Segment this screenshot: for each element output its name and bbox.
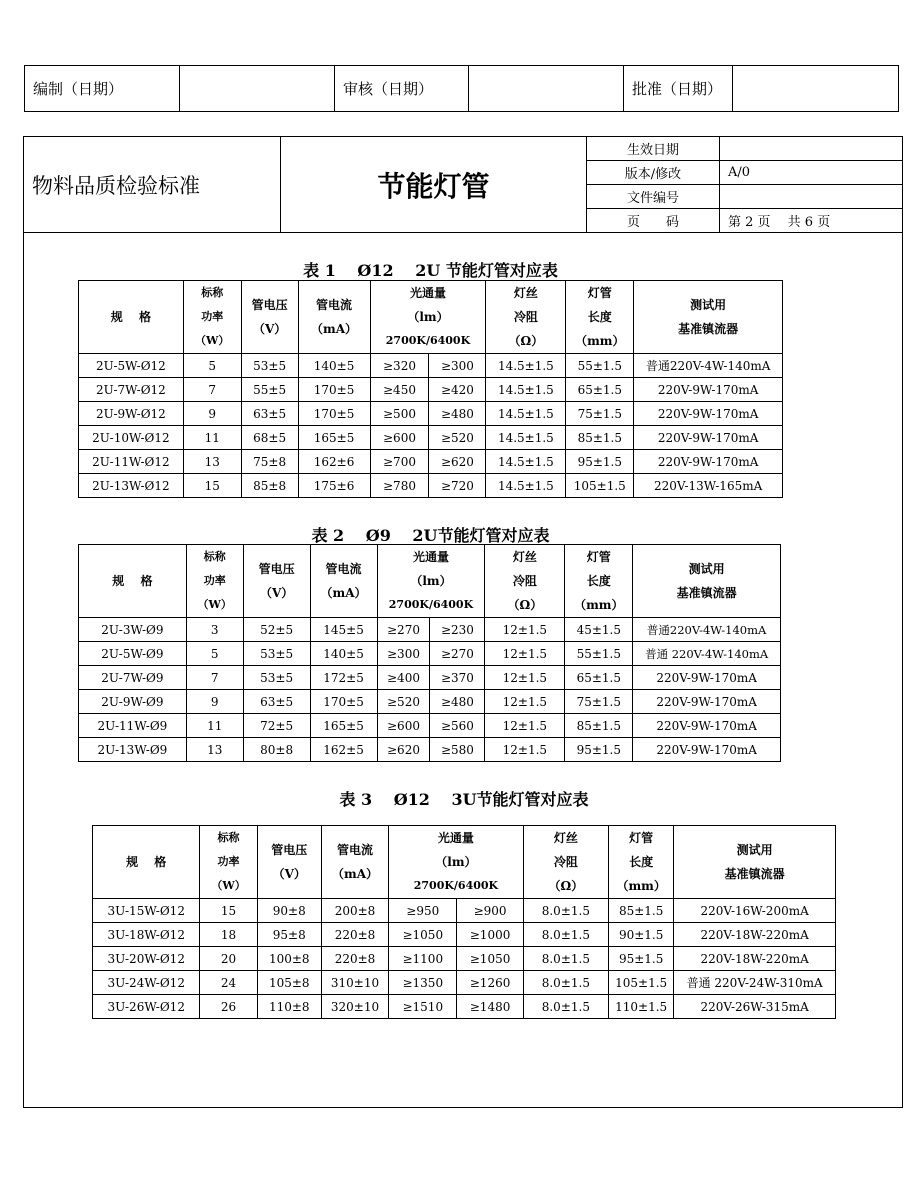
table-cell: 105±1.5 xyxy=(566,474,634,498)
table-cell: 220V-9W-170mA xyxy=(634,402,783,426)
column-header-current-line: 管电流 xyxy=(325,562,362,576)
table-cell: 2U-5W-Ø12 xyxy=(79,354,184,378)
table-cell: 2U-7W-Ø9 xyxy=(79,666,187,690)
table-cell: ≥1100 xyxy=(389,947,457,971)
table-cell: 普通220V-4W-140mA xyxy=(633,618,781,642)
spec-table-2 xyxy=(78,544,781,762)
column-header-spec: 规 格 xyxy=(79,281,184,354)
column-header-length-line: （mm） xyxy=(616,879,666,893)
table-cell: ≥520 xyxy=(377,690,430,714)
table-cell: 13 xyxy=(183,450,241,474)
column-header-current-line: （mA） xyxy=(311,322,358,336)
table-cell: 90±1.5 xyxy=(609,923,674,947)
meta-value-version[interactable]: A/0 xyxy=(720,160,903,184)
table-row xyxy=(93,947,836,971)
table-cell: 15 xyxy=(200,899,257,923)
table-cell: ≥1350 xyxy=(389,971,457,995)
column-header-voltage xyxy=(243,545,310,618)
approval-table xyxy=(24,65,899,112)
table-cell: 2U-13W-Ø9 xyxy=(79,738,187,762)
column-header-current xyxy=(298,281,370,354)
column-header-length xyxy=(609,826,674,899)
table-cell: 13 xyxy=(186,738,243,762)
table-cell: 75±1.5 xyxy=(566,402,634,426)
table-row xyxy=(79,378,783,402)
compile-label: 编制（日期） xyxy=(25,66,180,112)
table-cell: ≥480 xyxy=(429,402,486,426)
column-header-ballast-line: 测试用 xyxy=(688,562,725,576)
table-cell: 65±1.5 xyxy=(565,666,633,690)
table-row xyxy=(79,642,781,666)
table-cell: 80±8 xyxy=(243,738,310,762)
table-cell: 220V-9W-170mA xyxy=(633,666,781,690)
column-header-flux-line: 光通量 xyxy=(437,831,474,845)
table-cell: ≥420 xyxy=(429,378,486,402)
table-cell: 220V-18W-220mA xyxy=(674,923,836,947)
table-1-caption: 表 1 Ø12 2U 节能灯管对应表 xyxy=(303,261,558,280)
table-cell: 170±5 xyxy=(298,378,370,402)
table-cell: ≥1510 xyxy=(389,995,457,1019)
column-header-ballast xyxy=(674,826,836,899)
meta-label: 页 码 xyxy=(587,208,720,232)
table-cell: 140±5 xyxy=(298,354,370,378)
table-cell: ≥720 xyxy=(429,474,486,498)
meta-label: 版本/修改 xyxy=(587,160,720,184)
table-row xyxy=(93,995,836,1019)
column-header-power-line: 标称 xyxy=(217,831,240,844)
table-row xyxy=(79,450,783,474)
table-cell: ≥1000 xyxy=(457,923,523,947)
table-cell: 320±10 xyxy=(321,995,388,1019)
table-row xyxy=(79,666,781,690)
column-header-current xyxy=(310,545,377,618)
column-header-length-line: 长度 xyxy=(629,855,654,869)
table-cell: 200±8 xyxy=(321,899,388,923)
table-cell: 95±8 xyxy=(257,923,321,947)
column-header-resist-line: （Ω） xyxy=(548,879,584,893)
column-header-flux-line: 光通量 xyxy=(409,286,446,300)
column-header-flux xyxy=(370,281,486,354)
table-cell: 12±1.5 xyxy=(485,618,565,642)
table-cell: 5 xyxy=(183,354,241,378)
table-cell: ≥300 xyxy=(429,354,486,378)
table-cell: 52±5 xyxy=(243,618,310,642)
table-cell: 3U-24W-Ø12 xyxy=(93,971,200,995)
column-header-power-line: （W） xyxy=(197,598,232,611)
table-row xyxy=(93,899,836,923)
table-cell: 220V-9W-170mA xyxy=(634,450,783,474)
table-cell: ≥580 xyxy=(430,738,485,762)
column-header-ballast-line: 测试用 xyxy=(736,843,773,857)
column-header-voltage-line: 管电压 xyxy=(258,562,295,576)
column-header-length-line: 长度 xyxy=(587,310,612,324)
table-cell: 55±1.5 xyxy=(565,642,633,666)
column-header-flux xyxy=(389,826,524,899)
table-cell: 11 xyxy=(183,426,241,450)
column-header-resist xyxy=(485,545,565,618)
column-header-ballast-line: 基准镇流器 xyxy=(724,867,785,881)
table-cell: 63±5 xyxy=(243,690,310,714)
table-cell: 3U-20W-Ø12 xyxy=(93,947,200,971)
column-header-voltage-line: （V） xyxy=(259,586,294,600)
table-cell: 100±8 xyxy=(257,947,321,971)
table-cell: ≥600 xyxy=(377,714,430,738)
meta-value-effective-date[interactable] xyxy=(720,137,903,160)
table-cell: 2U-9W-Ø12 xyxy=(79,402,184,426)
review-value[interactable] xyxy=(469,66,624,112)
column-header-current-line: （mA） xyxy=(332,867,379,881)
table-cell: 165±5 xyxy=(298,426,370,450)
table-cell: 2U-13W-Ø12 xyxy=(79,474,184,498)
table-cell: 8.0±1.5 xyxy=(523,995,608,1019)
table-cell: 140±5 xyxy=(310,642,377,666)
table-cell: 220V-26W-315mA xyxy=(674,995,836,1019)
table-cell: 5 xyxy=(186,642,243,666)
table-cell: ≥700 xyxy=(370,450,429,474)
table-3-caption: 表 3 Ø12 3U节能灯管对应表 xyxy=(339,790,589,809)
table-cell: 85±1.5 xyxy=(565,714,633,738)
table-row xyxy=(79,714,781,738)
column-header-flux-line: 光通量 xyxy=(412,550,449,564)
table-cell: 7 xyxy=(186,666,243,690)
table-cell: 2U-10W-Ø12 xyxy=(79,426,184,450)
table-cell: ≥500 xyxy=(370,402,429,426)
table-cell: 85±8 xyxy=(241,474,298,498)
table-cell: 26 xyxy=(200,995,257,1019)
table-cell: 14.5±1.5 xyxy=(486,474,566,498)
table-cell: 9 xyxy=(183,402,241,426)
compile-value[interactable] xyxy=(180,66,335,112)
column-header-flux-line: （lm） xyxy=(435,855,477,869)
table-cell: ≥270 xyxy=(430,642,485,666)
table-cell: 12±1.5 xyxy=(485,714,565,738)
table-cell: ≥560 xyxy=(430,714,485,738)
table-cell: 8.0±1.5 xyxy=(523,971,608,995)
column-header-spec: 规 格 xyxy=(79,545,187,618)
table-cell: 14.5±1.5 xyxy=(486,378,566,402)
table-cell: 310±10 xyxy=(321,971,388,995)
table-row xyxy=(93,971,836,995)
column-header-flux-line: （lm） xyxy=(407,310,449,324)
column-header-spec: 规 格 xyxy=(93,826,200,899)
table-cell: 2U-5W-Ø9 xyxy=(79,642,187,666)
table-cell: 53±5 xyxy=(241,354,298,378)
table-cell: ≥320 xyxy=(370,354,429,378)
table-cell: 2U-9W-Ø9 xyxy=(79,690,187,714)
table-cell: 170±5 xyxy=(298,402,370,426)
table-cell: 175±6 xyxy=(298,474,370,498)
table-cell: 普通 220V-4W-140mA xyxy=(633,642,781,666)
column-header-ballast-line: 基准镇流器 xyxy=(676,586,737,600)
column-header-flux-line: 2700K/6400K xyxy=(388,598,474,611)
table-cell: ≥520 xyxy=(429,426,486,450)
table-cell: 105±1.5 xyxy=(609,971,674,995)
table-cell: 63±5 xyxy=(241,402,298,426)
column-header-length-line: （mm） xyxy=(574,598,624,612)
column-header-length-line: 灯管 xyxy=(586,550,611,564)
table-row xyxy=(79,690,781,714)
table-cell: 普通220V-4W-140mA xyxy=(634,354,783,378)
meta-value-page[interactable]: 第 2 页 共 6 页 xyxy=(720,208,903,232)
table-cell: 15 xyxy=(183,474,241,498)
meta-label: 生效日期 xyxy=(587,137,720,160)
header-row xyxy=(79,545,781,618)
table-cell: 14.5±1.5 xyxy=(486,426,566,450)
table-cell: 220V-9W-170mA xyxy=(634,426,783,450)
table-row xyxy=(93,923,836,947)
column-header-ballast-line: 测试用 xyxy=(690,298,727,312)
column-header-flux-line: （lm） xyxy=(410,574,452,588)
column-header-ballast xyxy=(633,545,781,618)
table-cell: 75±8 xyxy=(241,450,298,474)
table-cell: ≥950 xyxy=(389,899,457,923)
table-cell: 95±1.5 xyxy=(609,947,674,971)
column-header-length xyxy=(565,545,633,618)
column-header-resist-line: 冷阻 xyxy=(553,855,578,869)
table-cell: ≥900 xyxy=(457,899,523,923)
column-header-resist-line: 灯丝 xyxy=(553,831,578,845)
column-header-resist-line: 冷阻 xyxy=(513,310,538,324)
table-cell: 2U-11W-Ø12 xyxy=(79,450,184,474)
column-header-resist xyxy=(486,281,566,354)
table-cell: 220V-9W-170mA xyxy=(633,714,781,738)
meta-label: 文件编号 xyxy=(587,184,720,208)
table-cell: 14.5±1.5 xyxy=(486,354,566,378)
table-cell: 55±1.5 xyxy=(566,354,634,378)
table-cell: ≥450 xyxy=(370,378,429,402)
table-cell: 95±1.5 xyxy=(565,738,633,762)
table-cell: 3U-15W-Ø12 xyxy=(93,899,200,923)
table-cell: 55±5 xyxy=(241,378,298,402)
table-cell: 12±1.5 xyxy=(485,666,565,690)
table-cell: 8.0±1.5 xyxy=(523,947,608,971)
column-header-resist xyxy=(523,826,608,899)
table-cell: 85±1.5 xyxy=(609,899,674,923)
table-cell: 72±5 xyxy=(243,714,310,738)
table-cell: ≥370 xyxy=(430,666,485,690)
table-cell: 11 xyxy=(186,714,243,738)
column-header-length-line: （mm） xyxy=(575,334,625,348)
spec-table-3 xyxy=(92,825,836,1019)
table-cell: 145±5 xyxy=(310,618,377,642)
table-cell: 2U-7W-Ø12 xyxy=(79,378,184,402)
table-cell: ≥1050 xyxy=(389,923,457,947)
table-cell: ≥480 xyxy=(430,690,485,714)
column-header-resist-line: （Ω） xyxy=(508,334,544,348)
table-cell: 9 xyxy=(186,690,243,714)
table-cell: 220V-16W-200mA xyxy=(674,899,836,923)
table-cell: 12±1.5 xyxy=(485,690,565,714)
column-header-length xyxy=(566,281,634,354)
table-cell: 3U-26W-Ø12 xyxy=(93,995,200,1019)
table-cell: 220V-9W-170mA xyxy=(634,378,783,402)
doc-title: 节能灯管 xyxy=(281,137,587,233)
table-cell: 8.0±1.5 xyxy=(523,899,608,923)
table-row xyxy=(79,738,781,762)
column-header-flux-line: 2700K/6400K xyxy=(413,879,499,892)
table-cell: 75±1.5 xyxy=(565,690,633,714)
table-cell: 110±1.5 xyxy=(609,995,674,1019)
table-cell: ≥1260 xyxy=(457,971,523,995)
column-header-current-line: 管电流 xyxy=(337,843,374,857)
table-cell: ≥1050 xyxy=(457,947,523,971)
table-cell: 172±5 xyxy=(310,666,377,690)
table-cell: 95±1.5 xyxy=(566,450,634,474)
header-row xyxy=(79,281,783,354)
table-cell: 普通 220V-24W-310mA xyxy=(674,971,836,995)
column-header-resist-line: 灯丝 xyxy=(512,550,537,564)
column-header-length-line: 长度 xyxy=(586,574,611,588)
column-header-power-line: 功率 xyxy=(201,310,224,323)
header-row xyxy=(93,826,836,899)
table-cell: 65±1.5 xyxy=(566,378,634,402)
table-cell: 220±8 xyxy=(321,947,388,971)
column-header-voltage xyxy=(257,826,321,899)
table-cell: 165±5 xyxy=(310,714,377,738)
table-cell: 53±5 xyxy=(243,666,310,690)
table-cell: ≥780 xyxy=(370,474,429,498)
column-header-power-line: 功率 xyxy=(203,574,226,587)
table-cell: ≥620 xyxy=(429,450,486,474)
table-row xyxy=(79,354,783,378)
table-cell: 18 xyxy=(200,923,257,947)
column-header-voltage-line: （V） xyxy=(252,322,287,336)
table-row xyxy=(79,618,781,642)
table-cell: 3 xyxy=(186,618,243,642)
meta-value-doc-number[interactable] xyxy=(720,184,903,208)
column-header-voltage xyxy=(241,281,298,354)
column-header-power xyxy=(183,281,241,354)
table-cell: ≥230 xyxy=(430,618,485,642)
table-cell: 220V-9W-170mA xyxy=(633,690,781,714)
column-header-resist-line: 灯丝 xyxy=(513,286,538,300)
approve-label: 批准（日期） xyxy=(624,66,733,112)
column-header-ballast-line: 基准镇流器 xyxy=(678,322,739,336)
table-cell: 220V-13W-165mA xyxy=(634,474,783,498)
table-cell: 110±8 xyxy=(257,995,321,1019)
review-label: 审核（日期） xyxy=(335,66,469,112)
column-header-flux xyxy=(377,545,485,618)
column-header-resist-line: （Ω） xyxy=(507,598,543,612)
table-cell: 162±6 xyxy=(298,450,370,474)
column-header-voltage-line: （V） xyxy=(272,867,306,881)
column-header-current xyxy=(321,826,388,899)
column-header-ballast xyxy=(634,281,783,354)
table-cell: 12±1.5 xyxy=(485,738,565,762)
column-header-power-line: 标称 xyxy=(203,550,226,563)
column-header-power-line: 功率 xyxy=(217,855,240,868)
table-cell: 14.5±1.5 xyxy=(486,402,566,426)
table-cell: 7 xyxy=(183,378,241,402)
table-cell: 45±1.5 xyxy=(565,618,633,642)
table-cell: 14.5±1.5 xyxy=(486,450,566,474)
table-cell: ≥600 xyxy=(370,426,429,450)
table-cell: 2U-3W-Ø9 xyxy=(79,618,187,642)
column-header-current-line: （mA） xyxy=(320,586,367,600)
table-cell: 105±8 xyxy=(257,971,321,995)
table-cell: 68±5 xyxy=(241,426,298,450)
table-2-caption: 表 2 Ø9 2U节能灯管对应表 xyxy=(311,526,550,545)
table-cell: 220V-18W-220mA xyxy=(674,947,836,971)
document-header xyxy=(24,137,902,233)
table-cell: ≥270 xyxy=(377,618,430,642)
table-cell: 24 xyxy=(200,971,257,995)
spec-table-1 xyxy=(78,280,783,498)
table-cell: ≥620 xyxy=(377,738,430,762)
table-cell: 20 xyxy=(200,947,257,971)
column-header-power-line: （W） xyxy=(195,334,230,347)
column-header-voltage-line: 管电压 xyxy=(271,843,308,857)
doc-category: 物料品质检验标准 xyxy=(24,137,281,233)
table-cell: ≥1480 xyxy=(457,995,523,1019)
table-cell: 220V-9W-170mA xyxy=(633,738,781,762)
table-cell: 12±1.5 xyxy=(485,642,565,666)
table-row xyxy=(79,402,783,426)
table-cell: 170±5 xyxy=(310,690,377,714)
table-row xyxy=(79,474,783,498)
table-cell: 85±1.5 xyxy=(566,426,634,450)
column-header-voltage-line: 管电压 xyxy=(251,298,288,312)
table-cell: 53±5 xyxy=(243,642,310,666)
table-cell: 162±5 xyxy=(310,738,377,762)
column-header-power-line: （W） xyxy=(211,879,246,892)
column-header-power xyxy=(200,826,257,899)
table-cell: ≥300 xyxy=(377,642,430,666)
column-header-resist-line: 冷阻 xyxy=(512,574,537,588)
column-header-flux-line: 2700K/6400K xyxy=(385,334,471,347)
table-cell: ≥400 xyxy=(377,666,430,690)
table-cell: 90±8 xyxy=(257,899,321,923)
column-header-current-line: 管电流 xyxy=(316,298,353,312)
column-header-length-line: 灯管 xyxy=(587,286,612,300)
table-cell: 3U-18W-Ø12 xyxy=(93,923,200,947)
table-cell: 8.0±1.5 xyxy=(523,923,608,947)
column-header-length-line: 灯管 xyxy=(629,831,654,845)
table-cell: 220±8 xyxy=(321,923,388,947)
column-header-power xyxy=(186,545,243,618)
table-row xyxy=(79,426,783,450)
approve-value[interactable] xyxy=(733,66,899,112)
column-header-power-line: 标称 xyxy=(201,286,224,299)
table-cell: 2U-11W-Ø9 xyxy=(79,714,187,738)
